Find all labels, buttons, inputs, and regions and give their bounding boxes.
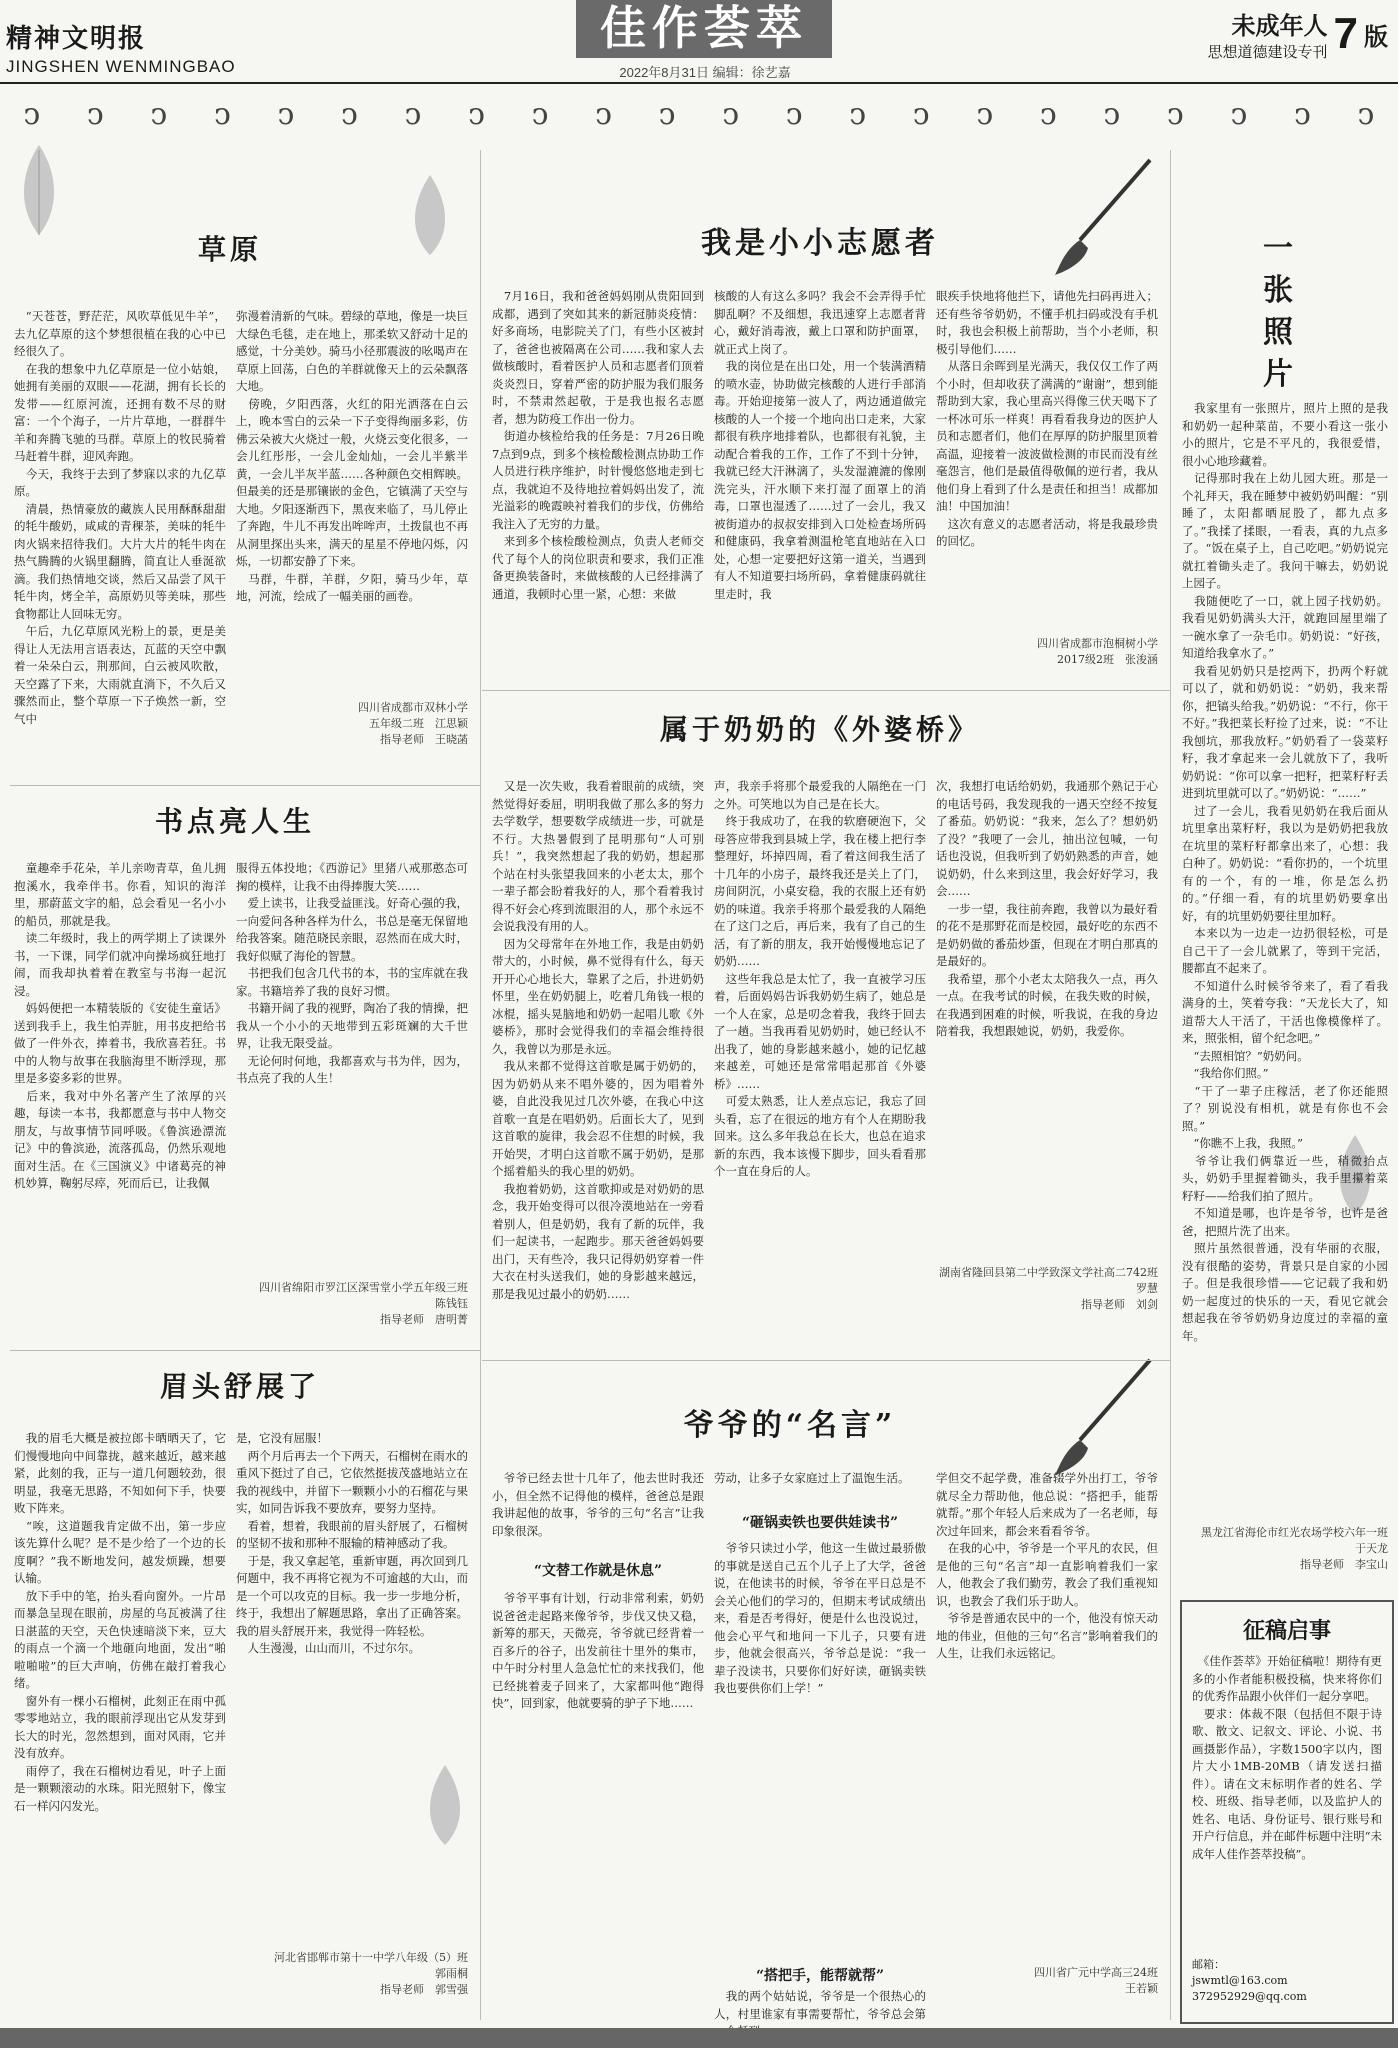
teacher-label: 指导老师: [380, 1983, 424, 1996]
hook-icon: ↄ: [277, 97, 295, 132]
masthead-left: [6, 18, 236, 77]
leaf-icon: [405, 170, 455, 260]
article-body-grandpa-1: 爷爷已经去世十几年了，他去世时我还小，但全然不记得他的模样，爸爸总是跟我讲起他的故事，爷爷的三句“名言”让我印象很深。: [492, 1471, 704, 1538]
byline-grandpa: [936, 1965, 1158, 1997]
article-body-grandpa-2: 爷爷平事有计划，行动非常利索，奶奶说爸爸走起路来像爷爷，步伐又快又稳，新筹的那天，天微亮，爷爷就已经背着一百多斤的谷子，出发前往十里外的集市，中午时分村里人急急忙忙的来找我们，他已经挑着麦子回来了，大家都叫他“跑得快”，回到家，他就要骑的驴子下地……: [492, 1591, 704, 1710]
row-rule: [482, 1360, 1170, 1361]
article-body-grandpa-4: 爷爷只读过小学，他这一生做过最骄傲的事就是送自己五个儿子上了大学，爸爸说，在他读书的时候，爷爷在平日总是不会关心他们的学习的，但期末考试成绩出来，看是否考得好，便是什么也没说过，他会心平气和地问一下儿子，只要有进步，他就会很高兴，爷爷总是说：“我一辈子没读书，只要你们好好读，砸锅卖铁我也要供你们上学！”: [714, 1541, 926, 1695]
class-grassland: 五年级二班: [369, 717, 424, 730]
article-title-books: 书点亮人生: [154, 805, 315, 838]
hook-icon: ↄ: [23, 97, 41, 132]
class-volunteer: 2017级2班: [1057, 653, 1114, 666]
masthead-right: [1208, 6, 1389, 62]
grandpa-quote-2: “砸锅卖铁也要供娃读书”: [741, 1515, 899, 1531]
teacher-label: 指导老师: [380, 733, 424, 746]
grandpa-quote-3: “搭把手，能帮就帮”: [755, 1968, 885, 1984]
article-body-volunteer-1: 7月16日，我和爸爸妈妈刚从贵阳回到成都，遇到了突如其来的新冠肺炎疫情：好多商场，电影院关了门，有些小区被封了，爸爸也被隔离在公司……我和家人去做核酸时，看着医护人员和志愿者们顶着炎炎烈日，穿着严密的防护服为我们服务时，不禁肃然起敬，于是我也报名志愿者，想为防疫工作出一份力。 街道办核检给我的任务是：7月26日晚7点到9点，到多个核检酸检测点协助工作人员进行秩序维护，时针慢悠悠地走到七点，我就迫不及待地拉着妈妈出发了，流光溢彩的晚霞映衬着我们的步伐，仿佛给我注入了无穷的力量。 来到多个核检酸检测点，负责人老师交代了每个人的岗位职责和要求，我们正准备更换装备时，来做核酸的人已经排满了通道，我顿时心里一紧，心想：来做: [492, 289, 704, 601]
paper-name-en: JINGSHEN WENMINGBAO: [6, 57, 236, 76]
article-body-volunteer-2: 核酸的人有这么多吗？我会不会弄得手忙脚乱啊？不及细想，我迅速穿上志愿者背心，戴好消毒液，戴上口罩和防护面罩，就正式上岗了。 我的岗位是在出口处，用一个装满酒精的喷水壶，协助做完核酸的人进行手部消毒。开始迎接第一波人了，两边通道做完核酸的人一个接一个地向出口走来，大家都很有秩序地排着队，也都很有礼貌，主动配合着我的工作，工作了不到十分钟，我就已经大汗淋漓了，头发湿漉漉的像刚洗完头，汗水顺下来打湿了面罩上的消毒，口罩也湿透了……过了一会儿，我又被街道办的叔叔安排到入口处检查场所码和健康码，我拿着测温枪笔直地站在入口处，心想一定要把好这第一道关，当遇到有人不知道要扫场所码，拿着健康码就往里走时，我: [714, 289, 926, 601]
byline-brows: [236, 1950, 468, 1998]
column-rule: [1170, 150, 1171, 2020]
author-grandpa: 王若颖: [1125, 1982, 1158, 1995]
byline-grandma: [936, 1265, 1158, 1313]
date-editor: 2022年8月31日 编辑：徐艺嘉: [619, 65, 791, 80]
hook-icon: ↄ: [86, 97, 104, 132]
hook-icon: ↄ: [404, 97, 422, 132]
article-title-photo: 一张照片: [1263, 231, 1293, 392]
school-photo: 黑龙江省海伦市红光农场学校六年一班: [1201, 1526, 1388, 1539]
hook-icon: ↄ: [150, 97, 168, 132]
call-for-submissions-box: [1180, 1600, 1394, 2024]
article-body-brows-1: 我的眉毛大概是被拉郎卡晒晒天了，它们慢慢地向中间靠拢，越来越近，越来越紧，此刻的我，正与一道几何题较劲，很明显，我毫无思路，不知如何下手，快要败下阵来。 “唉，这道题我肯定做不出，第一步应该先算什么呢？是不是少给了一个边的长度啊？”我不断地发问，越发烦躁，想要认输。 放下手中的笔，抬头看向窗外。一片昂而暴急呈现在眼前，房屋的乌瓦被满了往日湛蓝的天空，天色快速暗淡下来，豆大的雨点一个滴一个地砸向地面，发出“啪啦啪啦”的巨大声响，仿佛在敲打着我心绪。 窗外有一棵小石榴树，此刻正在雨中孤零零地站立，我的眼前浮现出它从发芽到长大的时光，忽然想到，面对风雨，它并没有放弃。 雨停了，我在石榴树边看见，叶子上面是一颗颗滚动的水珠。阳光照射下，像宝石一样闪闪发光。: [14, 1431, 226, 1813]
article-body-grassland-1: “天苍苍，野茫茫，风吹草低见牛羊”，去九亿草原的这个梦想很植在我的心中已经很久了。 在我的想象中九亿草原是一位小姑娘，她拥有美丽的双眼——花湖，拥有长长的发带——红原河流，还拥有数不尽的财富：一个个海子，一片片草地，一群群牛羊和奔腾飞驰的马群。草原上的牧民骑着马赶着牛群，迎风奔跑。 今天，我终于去到了梦寐以求的九亿草原。 清晨，热情豪放的藏族人民用酥酥甜甜的牦牛酸奶，咸咸的青稞茶，美味的牦牛肉火锅来招待我们。大片大片的牦牛肉在热气腾腾的火锅里翻腾，简直让人垂涎欲滴。我们热情地交谈，然后又品尝了风干牦牛肉，烤全羊，高原奶贝等美味，那些食物都让人回味无穷。 午后，九亿草原风光粉上的景，更是美得让人无法用言语表达，瓦蓝的天空中飘着一朵朵白云，荆那间，白云被风吹散，天空露了下来，大雨就直淌下，不久后又骤然而止，整个草原一下子焕然一新，空气中: [14, 309, 226, 726]
footer-band: [0, 2028, 1398, 2048]
paper-name: 精神文明报: [6, 24, 147, 54]
teacher-grandma: 刘剑: [1136, 1298, 1158, 1311]
row-rule: [10, 785, 480, 786]
hook-icon: ↄ: [1293, 97, 1311, 132]
hook-icon: ↄ: [1166, 97, 1184, 132]
article-body-grandma-1: 又是一次失败，我看着眼前的成绩，突然觉得好委屈，明明我做了那么多的努力去学数学，想要数学成绩进一步，可就是不行。大热暑假到了昆明那句“人可别兵！”，我突然想起了我的奶奶，想起那个站在村头张望我回来的小老太太，那个一辈子都会盼着我好的人，那个看着我讨得不好会心疼到流眼泪的人，那个永远不会说我没有用的人。 因为父母常年在外地工作，我是由奶奶带大的，小时候，鼻不觉得有什么，每天开开心心地长大，靠累了之后，扑进奶奶怀里，坐在奶奶腿上，吃着几角钱一根的冰棍，摇头晃脑地和奶奶一起唱儿歌《外婆桥》，那时会觉得我们的幸福会维持很久，我曾以为那是永远。 我从来都不觉得这首歌是属于奶奶的，因为奶奶从来不唱外婆的，因为唱着外婆，自此没我见过几次外婆，在我心中这首歌一直是在唱奶奶。后面长大了，见到这首歌的旋律，我会忍不住想的时候，我开始哭，才明白这首歌不属于奶奶，是那个摇着船头的我心里的奶奶。 我抱着奶奶，这首歌抑或是对奶奶的思念，我开始变得可以很冷漠地站在一旁看着别人，但是奶奶，我有了新的玩伴，我们一起读书，一起跑步。那天爸爸妈妈要出门，天有些冷，我只记得奶奶穿着一件大衣在村头送我们，她的身影越来越远，那是我见过最小的奶奶……: [492, 779, 704, 1301]
school-grassland: 四川省成都市双林小学: [358, 701, 468, 714]
column-rule: [480, 150, 481, 2020]
article-body-grandpa-5: 我的两个姑姑说，爷爷是一个很热心的人，村里谁家有事需要帮忙，爷爷总会第: [714, 1989, 926, 2021]
hook-icon: ↄ: [912, 97, 930, 132]
byline-photo: [1182, 1525, 1388, 1573]
grandpa-quote-1: “文替工作就是休息”: [533, 1563, 663, 1579]
notice-title: 征稿启事: [1242, 1618, 1331, 1644]
hook-icon: ↄ: [1230, 97, 1248, 132]
article-title-grandma: 属于奶奶的《外婆桥》: [659, 713, 980, 746]
column-name: 未成年人: [1231, 11, 1328, 40]
byline-grassland: [236, 700, 468, 748]
article-body-brows-2: 是，它没有屈服！ 两个月后再去一个下两天，石榴树在雨水的重风下挺过了自己，它依然挺拔茂盛地站立在我的视线中，并留下一颗颗小小的石榴花与果实，如同告诉我不要放弃，要努力坚持。 看着，想着，我眼前的眉头舒展了，石榴树的坚韧不拔和那种不服输的精神感动了我。 于是，我又拿起笔，重新审题，再次回到几何题中，我不再将它视为不可逾越的大山，而是一个可以攻克的目标。我一步一步地分析，终于，我想出了解题思路，拿出了正确答案。我的眉头舒展开来，我觉得一阵轻松。 人生漫漫，山山而川，不过尔尔。: [236, 1431, 468, 1655]
teacher-brows: 郭雪强: [435, 1983, 468, 1996]
teacher-label: 指导老师: [380, 1313, 424, 1326]
row-rule: [482, 690, 1170, 691]
section-banner: [576, 0, 832, 58]
page-unit: 版: [1364, 21, 1388, 51]
hook-icon: ↄ: [976, 97, 994, 132]
brush-icon: [1040, 1350, 1160, 1480]
article-body-grandma-2: 声，我亲手将那个最爱我的人隔绝在一门之外。可笑地以为自己是在长大。 终于我成功了，在我的软磨硬泡下，父母答应带我到县城上学，我在楼上把行李整理好，坏掉四周，看了着这间我生活了十几年的小房子，最终我还是关上了门，房间阴沉，小桌安稳，我的衣服上还有奶奶的味道。我亲手将那个最爱我的人隔绝在了这门之后，再后来，我有了自己的生活，有了新的朋友，我开始慢慢地忘记了奶奶…… 这些年我总是太忙了，我一直被学习压着，后面妈妈告诉我奶奶生病了，她总是一个人在家，总是叨念着我，我终于回去了一趟。当我再看见奶奶时，她已经认不出我了，她的身影越来越小，她的记忆越来越差，可她还是常常唱起那首《外婆桥》…… 可爱太熟悉，让人差点忘记，我忘了回头看，忘了在很远的地方有个人在期盼我回来。这么多年我总在长大，也总在追求新的东西，我本该慢下脚步，回头看看那个一直在身后的人。: [714, 779, 926, 1178]
hook-icon: ↄ: [341, 97, 358, 132]
author-photo: 于天龙: [1355, 1542, 1388, 1555]
byline-volunteer: [936, 636, 1158, 668]
hook-icon: ↄ: [1103, 97, 1121, 132]
article-body-books-1: 童趣牵手花朵，羊儿亲吻青草，鱼儿拥抱溪水，我牵伴书。你看，知识的海洋里，那蔚蓝文字的船，总会看见一名小小的船员，那就是我。 读二年级时，我上的两学期上了读课外书，一下课，同学们就冲向操场疯狂地打闹，而我却执着着在教室与书海一起沉浸。 妈妈便把一本精装版的《安徒生童话》送到我手上，我生怕弄脏，用书皮把给书做了一件外衣，捧着书，我欣喜若狂。书中的人物与故事在我脑海里不断浮现，那里是多姿多彩的世界。 后来，我对中外名著产生了浓厚的兴趣，每读一本书，我都愿意与书中人物交朋友，与故事情节同呼吸。《鲁滨逊漂流记》中的鲁滨逊，流落孤岛，仍然乐观地面对生活。在《三国演义》中诸葛亮的神机妙算，鞠躬尽瘁，死而后已，让我佩: [14, 861, 226, 1190]
email-link-1[interactable]: jswmtl@163.com: [1192, 1974, 1288, 1987]
hook-icon: ↄ: [785, 97, 803, 132]
notice-emails: [1192, 1957, 1382, 2005]
article-body-grandma-3: 次，我想打电话给奶奶，我通那个熟记于心的电话号码，我发现我的一遇天空经不按复了番茄。奶奶说：“我来，怎么了？想奶奶了没？”我哽了一会儿，抽出泣包喊，一句话也没说，但我听到了奶奶熟悉的声音，她说奶奶，什么来到这里，我会好好学习，我会…… 一步一望，我往前奔跑，我曾以为最好看的花不是那野花而是校园，最好吃的东西不是奶奶做的番茄炒蛋，但现在才明白那真的是最好的。 我希望，那个小老太太陪我久一点，再久一点。在我考试的时候，在我失败的时候，在我遇到困难的时候，听我说，在我的身边陪着我，我想跟她说，奶奶，我爱你。: [936, 779, 1158, 1038]
school-volunteer: 四川省成都市泡桐树小学: [1037, 637, 1158, 650]
hook-icon: ↄ: [722, 97, 740, 132]
hook-icon: ↄ: [658, 97, 676, 132]
article-title-grassland: 草原: [197, 233, 262, 266]
hook-icon: ↄ: [213, 97, 231, 132]
hook-icon: ↄ: [1039, 97, 1057, 132]
email-label: 邮箱：: [1192, 1958, 1225, 1971]
author-brows: 郭雨桐: [435, 1967, 468, 1980]
article-body-grandpa-6: 学但交不起学费，准备辍学外出打工，爷爷就尽全力帮助他，他总说：“搭把手，能帮就帮。”那个年轻人后来成为了一名老师，每次过年回来，都会来看看爷爷。 在我的心中，爷爷是一个平凡的农民，但是他的三句“名言”却一直影响着我们一家人，他教会了我们勤劳，教会了我们重视知识，也教会了我们乐于助人。 爷爷是普通农民中的一个，他没有惊天动地的伟业，但他的三句“名言”影响着我们的人生，让我们永远铭记。: [936, 1471, 1158, 1660]
school-grandma: 湖南省隆回县第二中学致深文学社高二742班: [939, 1266, 1158, 1279]
brush-icon: [1040, 150, 1160, 280]
teacher-label: 指导老师: [1300, 1558, 1344, 1571]
row-rule: [10, 1350, 480, 1351]
school-grandpa: 四川省广元中学高三24班: [1034, 1966, 1158, 1979]
teacher-books: 唐明菁: [435, 1313, 468, 1326]
hook-icon: ↄ: [595, 97, 612, 132]
teacher-label: 指导老师: [1081, 1298, 1125, 1311]
column-sub: 思想道德建设专刊: [1207, 43, 1328, 61]
article-body-photo: 我家里有一张照片，照片上照的是我和奶奶一起种菜苗，不要小看这一张小小的照片，它是不平凡的，我很爱惜，很小心地珍藏着。 记得那时我在上幼儿园大班。那是一个礼拜天，我在睡梦中被奶奶叫醒：“别睡了，太阳都晒屁股了，都九点多了。”我揉了揉眼，一看表，真的九点多了。“饭在桌子上，自己吃吧。”奶奶说完就扛着锄头走了。我问干嘛去，奶奶说上园子。 我随便吃了一口，就上园子找奶奶。我看见奶奶满头大汗，就跑回屋里端了一碗水拿了一杂毛巾。奶奶说：“好孩，知道给我拿水了。” 我看见奶奶只是挖两下，扔两个籽就可以了，就和奶奶说：“奶奶，我来帮你，把镐头给我。”奶奶说：“不行，你干不好。”我把菜长籽捡了过来，说：“不让我刨坑，那我放籽。”奶奶看了一袋菜籽籽，我才拿起来一会儿就放下了，我听奶奶说：“你可以拿一把籽，把菜籽籽丢进到坑里就可以了。”奶奶说：“……” 过了一会儿，我看见奶奶在我后面从坑里拿出菜籽籽，我以为是奶奶把我放在坑里的菜籽籽都拿出来了，心想：我白种了。奶奶说：“看你扔的，一个坑里有的一个，有的一堆，你是怎么扔的。”仔细一看，有的坑里奶奶要拿出好，有的坑里奶奶要往里加籽。 本来以为一边走一边扔很轻松，可是自己干了一会儿就累了，等到干完活，腰都直不起来了。 不知道什么时候爷爷来了，看了看我满身的土，笑着夸我：“天龙长大了，知道帮大人干活了，干活也像模像样了。来，照张相，留个纪念吧。” “去照相馆？”奶奶问。 “我给你们照。” “干了一辈子庄稼活，老了你还能照了？别说没有相机，就是有你也不会照。” “你瞧不上我，我照。” 爷爷让我们俩靠近一些，稍微抬点头，奶奶手里握着锄头，我手里攥着菜籽籽——给我们拍了照片。 不知道是哪，也许是爷爷，也许是爸爸，把照片洗了出来。 照片虽然很普通，没有华丽的衣服，没有很酷的姿势，背景只是自家的小园子。但是我很珍惜——它记载了我和奶奶一起度过的快乐的一天，看见它就会想起我在爷爷奶奶身边度过的幸福的童年。: [1182, 401, 1388, 1343]
article-body-grandpa-3: 劳动，让多子女家庭过上了温饱生活。: [714, 1471, 910, 1485]
author-books: 陈钱钰: [435, 1297, 468, 1310]
article-body-grassland-2: 弥漫着清新的气味。碧绿的草地，像是一块巨大绿色毛毯，走在地上，那柔软又舒动十足的感觉，十分美妙。骑马小径那震波的吆喝声在草原上回荡，白色的羊群就像天上的云朵飘落大地。 傍晚，夕阳西落，火红的阳光洒落在白云上，晚本雪白的云朵一下子变得绚丽多彩，仿佛云朵被大火烧过一般，火烧云变化很多，一会儿红彤彤，一会儿金灿灿，一会儿半紫半黄，一会儿半灰半蓝……各种颜色交相辉映。但最美的还是那镶嵌的金色，它镇满了天空与大地。夕阳逐渐西下，黑夜来临了，马儿停止了奔跑，牛儿不再发出哞哞声，土拨鼠也不再从洞里探出头来，满天的星星不停地闪烁，闪烁，一切都安静了下来。 马群，牛群，羊群，夕阳，骑马少年，草地，河流，绘成了一幅美丽的画卷。: [236, 309, 468, 603]
page-number: 7: [1333, 9, 1358, 58]
email-link-2[interactable]: 372952929@qq.com: [1192, 1990, 1307, 2003]
byline-books: [236, 1280, 468, 1328]
masthead-rule: [0, 82, 1398, 84]
leaf-icon: [14, 140, 64, 240]
article-title-grandpa: 爷爷的“名言”: [683, 1408, 897, 1443]
school-books: 四川省绵阳市罗江区深雪堂小学五年级三班: [259, 1281, 468, 1294]
section-title: 佳作荟萃: [600, 1, 808, 55]
hook-icon: ↄ: [1357, 97, 1375, 132]
hook-icon: ↄ: [468, 97, 485, 132]
author-volunteer: 张浚涵: [1125, 653, 1158, 666]
hook-icon: ↄ: [531, 97, 549, 132]
article-title-brows: 眉头舒展了: [159, 1370, 320, 1403]
school-brows: 河北省邯郸市第十一中学八年级（5）班: [274, 1951, 468, 1964]
binder-hooks: [0, 97, 1398, 140]
author-grandma: 罗慧: [1136, 1282, 1158, 1295]
author-grassland: 江思颖: [435, 717, 468, 730]
teacher-grassland: 王晓菡: [435, 733, 468, 746]
teacher-photo: 李宝山: [1355, 1558, 1388, 1571]
article-body-books-2: 服得五体投地；《西游记》里猪八戒那憨态可掬的模样，让我不由得捧腹大笑…… 爱上读书，让我受益匪浅。好奇心强的我，一向爱问各种各样为什么，书总是毫无保留地给我答案。随范晓民亲眼，忍然而在成大时，我好似赋了海伦的智慧。 书把我们包含几代书的本，书的宝库就在我家。书籍培养了我的良好习惯。 书籍开阔了我的视野，陶冶了我的情操，把我从一个小小的天地带到五彩斑斓的大千世界，让我无限受益。 无论何时何地，我都喜欢与书为伴，因为，书点亮了我的人生！: [236, 861, 468, 1085]
notice-body: 《佳作荟萃》开始征稿啦！期待有更多的小作者能积极投稿，快来将你们的优秀作品跟小伙伴们一起分享吧。 要求：体裁不限（包括但不限于诗歌、散文、记叙文、评论、小说、书画摄影作品），字数1500字以内，图片大小1MB-20MB（请发送扫描件）。请在文末标明作者的姓名、学校、班级、指导老师，以及监护人的姓名、电话、身份证号、银行账号和开户行信息，并在邮件标题中注明“未成年人佳作荟萃投稿”。: [1192, 1654, 1382, 1861]
article-body-volunteer-3: 眼疾手快地将他拦下，请他先扫码再进入；还有些爷爷奶奶，不懂手机扫码或没有手机时，我也会积极上前帮助，当个小老师，积极引导他们…… 从落日余晖到星光满天，我仅仅工作了两个小时，但却收获了满满的“谢谢”，想到能帮助到大家，我心里高兴得像三伏天喝下了一杯冰可乐一样爽！再看看我身边的医护人员和志愿者们，他们在厚厚的防护服里顶着高温，迎接着一波波做检测的市民而没有丝毫怨言，他们是最值得敬佩的逆行者，我从他们身上看到了什么是责任和担当！成都加油！中国加油！ 这次有意义的志愿者活动，将是我最珍贵的回忆。: [936, 289, 1158, 548]
article-title-volunteer: 我是小小志愿者: [701, 226, 939, 261]
hook-icon: ↄ: [849, 97, 867, 132]
